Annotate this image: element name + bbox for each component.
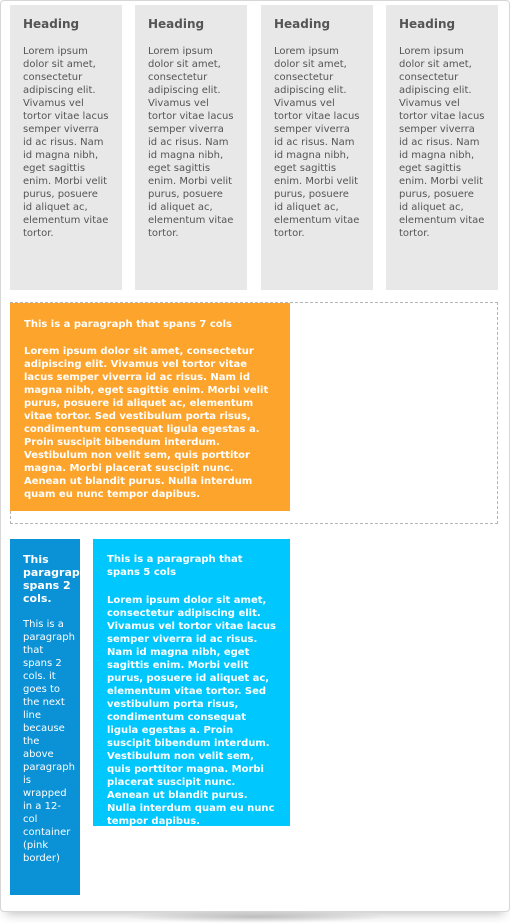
span-2-text: This is a paragraph that spans 2 cols. it goes to the next line because the above paragraph is wrapped in a 12- col container (pink border) xyxy=(23,619,75,864)
column-heading: Heading xyxy=(23,17,80,31)
column-3 xyxy=(261,5,373,290)
span-7-text: Lorem ipsum dolor sit amet, consectetur adipiscing elit. Vivamus vel tortor vitae lacus semper viverra id ac risus. Nam id magna nibh, eget sagittis enim. Morbi velit purus, posuere id aliquet ac, elementum vitae tortor. Sed vestibulum porta risus, condimentum consequat ligula egestas a. Proin suscipit bibendum interdum. Vestibulum non velit sem, quis porttitor magna. Morbi placerat suscipit nunc. Aenean ut blandit purus. Nulla interdum quam eu nunc tempor dapibus. xyxy=(24,346,269,500)
column-1 xyxy=(10,5,122,290)
span-7-heading: This is a paragraph that spans 7 cols xyxy=(24,319,233,330)
span-5-text: Lorem ipsum dolor sit amet, consectetur adipiscing elit. Vivamus vel tortor vitae lacus semper viverra id ac risus. Nam id magna nibh, eget sagittis enim. Morbi velit purus, posuere id aliquet ac, elementum vitae tortor. Sed vestibulum porta risus, condimentum consequat ligula egestas a. Proin suscipit bibendum interdum. Vestibulum non velit sem, quis porttitor magna. Morbi placerat suscipit nunc. Aenean ut blandit purus. Nulla interdum quam eu nunc tempor dapibus. xyxy=(107,595,276,827)
column-text: Lorem ipsum dolor sit amet, consectetur adipiscing elit. Vivamus vel tortor vitae lacus semper viverra id ac risus. Nam id magna nibh, eget sagittis enim. Morbi velit purus, posuere id aliquet ac, elementum vitae tortor. xyxy=(399,46,485,239)
column-text: Lorem ipsum dolor sit amet, consectetur adipiscing elit. Vivamus vel tortor vitae lacus semper viverra id ac risus. Nam id magna nibh, eget sagittis enim. Morbi velit purus, posuere id aliquet ac, elementum vitae tortor. xyxy=(274,46,360,239)
column-text: Lorem ipsum dolor sit amet, consectetur adipiscing elit. Vivamus vel tortor vitae lacus semper viverra id ac risus. Nam id magna nibh, eget sagittis enim. Morbi velit purus, posuere id aliquet ac, elementum vitae tortor. xyxy=(23,46,109,239)
column-4 xyxy=(386,5,498,290)
span-5-block xyxy=(93,539,290,826)
column-heading: Heading xyxy=(274,17,331,31)
span-7-block xyxy=(10,303,290,511)
column-heading: Heading xyxy=(148,17,205,31)
column-text: Lorem ipsum dolor sit amet, consectetur adipiscing elit. Vivamus vel tortor vitae lacus semper viverra id ac risus. Nam id magna nibh, eget sagittis enim. Morbi velit purus, posuere id aliquet ac, elementum vitae tortor. xyxy=(148,46,234,239)
span-5-heading: This is a paragraph that spans 5 cols xyxy=(107,554,243,578)
column-heading: Heading xyxy=(399,17,456,31)
column-2 xyxy=(135,5,247,290)
span-2-heading: This paragraph spans 2 cols. xyxy=(23,553,88,605)
span-2-block xyxy=(10,539,88,895)
